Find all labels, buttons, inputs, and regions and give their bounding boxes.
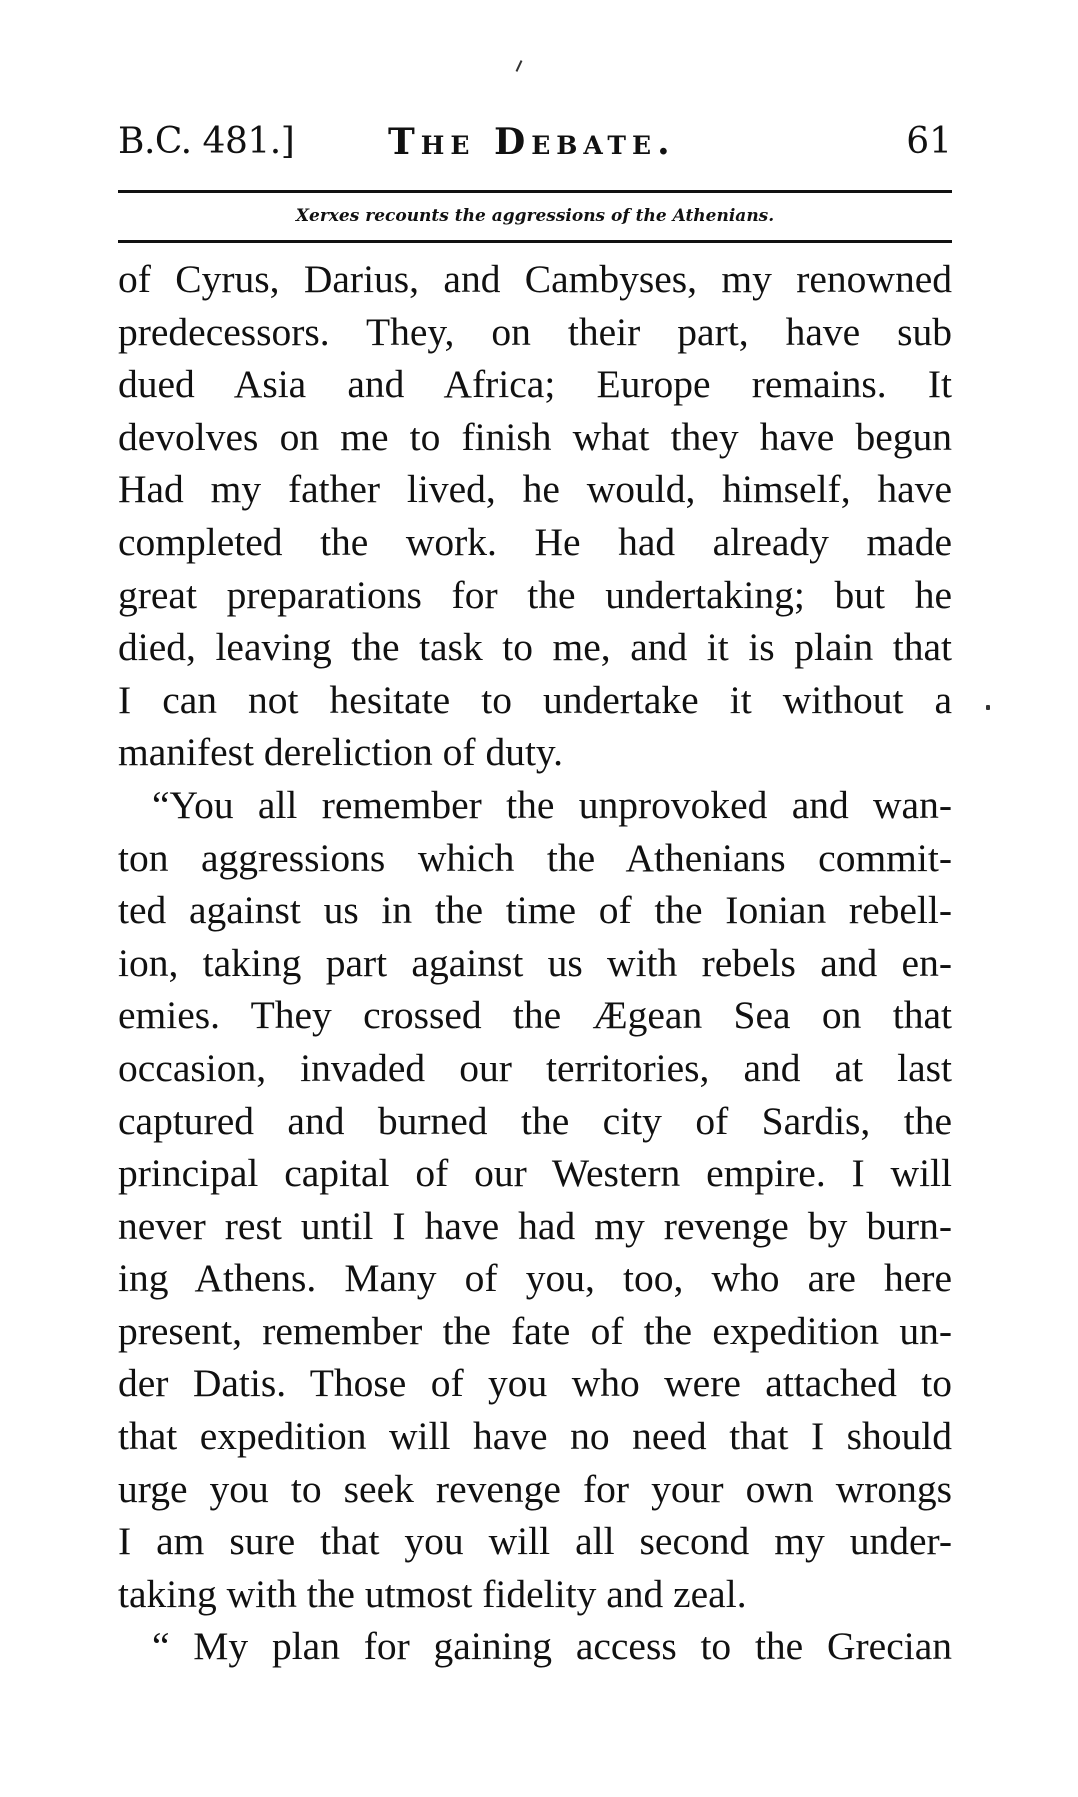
text-line: predecessors. They, on their part, have sub xyxy=(118,309,952,354)
text-line: principal capital of our Western empire. I will xyxy=(118,1151,952,1196)
stray-ink-mark xyxy=(516,60,523,72)
text-line: I can not hesitate to undertake it without a xyxy=(118,677,952,722)
text-line: ing Athens. Many of you, too, who are here xyxy=(118,1256,952,1301)
page-subheading: Xerxes recounts the aggressions of the Athenians. xyxy=(295,206,775,226)
text-line: great preparations for the undertaking; but he xyxy=(118,572,952,617)
text-line: “You all remember the unprovoked and wan- xyxy=(152,782,952,827)
text-line: urge you to seek revenge for your own wrongs xyxy=(118,1466,952,1511)
text-line: ted against us in the time of the Ionian rebell- xyxy=(118,888,952,933)
text-line: present, remember the fate of the expedition un- xyxy=(118,1308,952,1353)
margin-ink-dot xyxy=(986,705,990,710)
text-line: captured and burned the city of Sardis, the xyxy=(118,1098,952,1143)
header-rule-bottom xyxy=(118,240,952,243)
running-head-title: The Debate. xyxy=(388,121,676,163)
text-line: occasion, invaded our territories, and at last xyxy=(118,1045,952,1090)
text-line: ion, taking part against us with rebels and en- xyxy=(118,940,952,985)
header-rule-top xyxy=(118,190,952,193)
page-number: 61 xyxy=(906,121,952,162)
text-line: “ My plan for gaining access to the Grecian xyxy=(152,1624,952,1669)
text-line: der Datis. Those of you who were attached to xyxy=(118,1361,952,1406)
text-line: never rest until I have had my revenge by burn- xyxy=(118,1203,952,1248)
text-line: Had my father lived, he would, himself, have xyxy=(118,467,952,512)
running-head-date: B.C. 481.] xyxy=(118,121,295,162)
text-line: ton aggressions which the Athenians commit- xyxy=(118,835,952,880)
running-head xyxy=(118,118,952,166)
body-text xyxy=(118,253,952,1673)
text-line: that expedition will have no need that I should xyxy=(118,1414,952,1459)
text-line: completed the work. He had already made xyxy=(118,519,952,564)
text-line: of Cyrus, Darius, and Cambyses, my renowned xyxy=(118,257,952,301)
text-line: devolves on me to finish what they have begun xyxy=(118,414,952,459)
text-line: dued Asia and Africa; Europe remains. It xyxy=(118,362,952,407)
text-line: manifest dereliction of duty. xyxy=(118,730,563,775)
text-line: emies. They crossed the Ægean Sea on that xyxy=(118,993,952,1038)
text-line: taking with the utmost fidelity and zeal. xyxy=(118,1571,747,1616)
text-line: died, leaving the task to me, and it is plain that xyxy=(118,625,952,670)
text-line: I am sure that you will all second my under- xyxy=(118,1519,952,1564)
